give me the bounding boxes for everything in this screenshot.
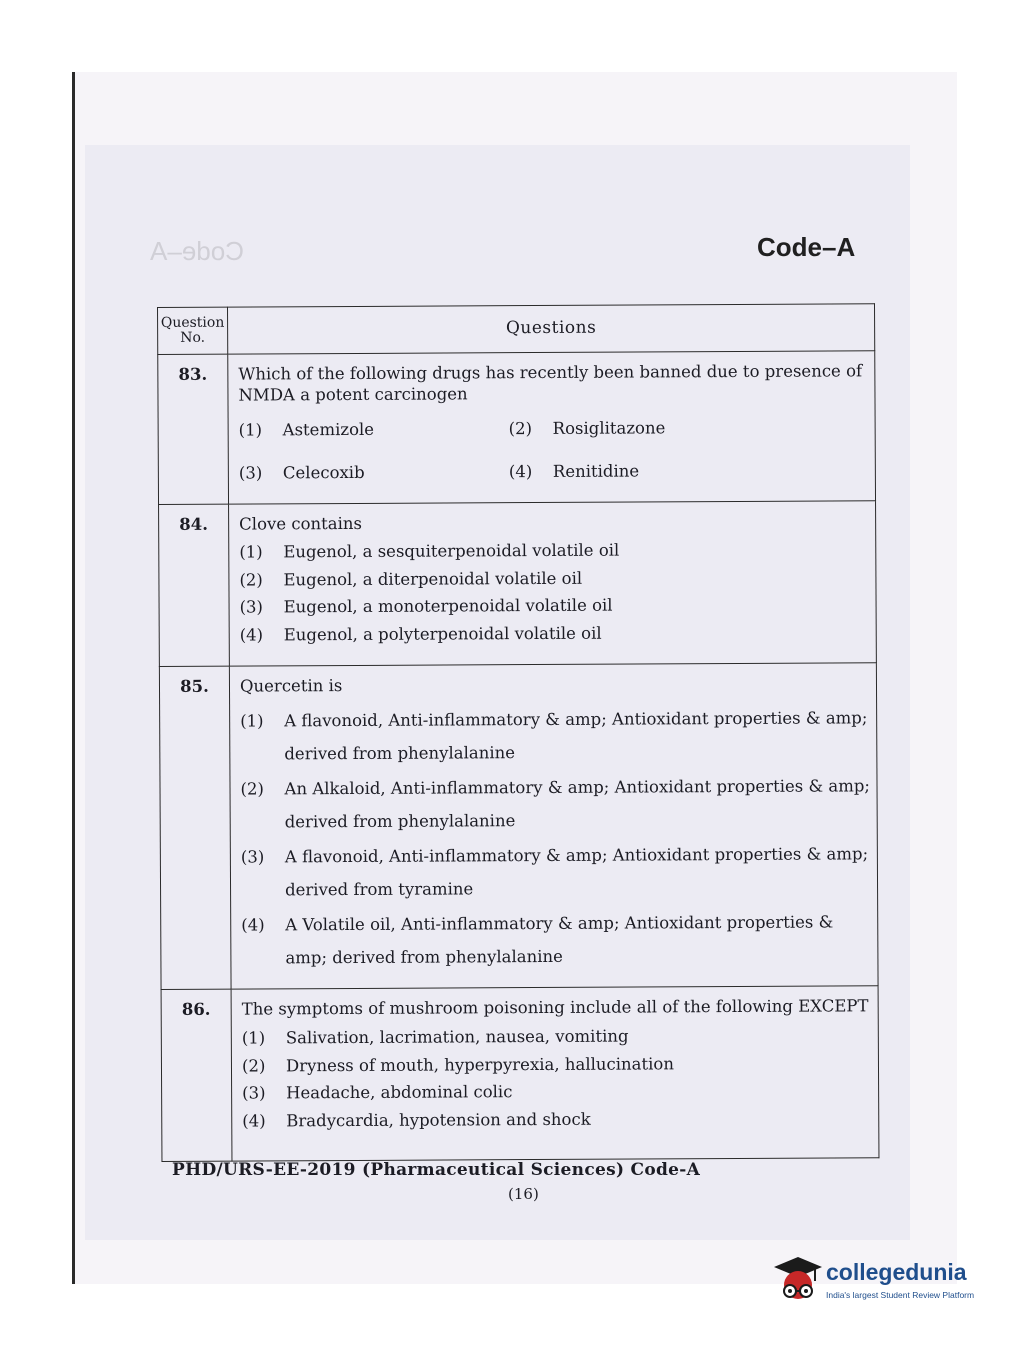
- page-number: (16): [508, 1185, 539, 1203]
- option-number: (4): [242, 1111, 266, 1131]
- option-text: Renitidine: [552, 461, 640, 481]
- question-number: 84.: [159, 504, 230, 666]
- option-number: (3): [238, 463, 263, 483]
- question-row-83: [158, 351, 876, 504]
- option-grid: [239, 411, 871, 492]
- option-text: Eugenol, a diterpenoidal volatile oil: [283, 568, 583, 590]
- show-through-code: Code–A: [150, 236, 244, 266]
- option-text: Eugenol, a sesquiterpenoidal volatile oil: [283, 540, 620, 562]
- question-no-header: Question No.: [158, 307, 228, 354]
- option-number: (3): [239, 597, 263, 617]
- question-body: [229, 500, 877, 666]
- question-text: Which of the following drugs has recently been banned due to presence of NMDA a potent carcinogen: [238, 361, 863, 405]
- option-1: [240, 702, 872, 771]
- option-4: [240, 622, 872, 646]
- option-text: A flavonoid, Anti-inflammatory & amp; Antioxidant properties & amp; derived from tyramine: [284, 844, 869, 900]
- option-number: (1): [238, 420, 263, 440]
- option-text: Salivation, lacrimation, nausea, vomiting: [285, 1026, 629, 1048]
- option-3: [239, 462, 509, 484]
- option-3: [242, 1080, 874, 1104]
- option-2: [240, 770, 872, 839]
- option-text: Dryness of mouth, hyperpyrexia, hallucination: [285, 1053, 674, 1075]
- option-text: Bradycardia, hypotension and shock: [286, 1109, 591, 1131]
- question-body: [229, 662, 878, 989]
- option-3: [241, 838, 873, 907]
- collegedunia-watermark: [768, 1253, 998, 1313]
- option-text: Celecoxib: [282, 462, 365, 483]
- question-row-84: [159, 500, 877, 666]
- option-number: (4): [241, 915, 265, 935]
- option-4: [242, 1108, 874, 1132]
- option-text: Rosiglitazone: [552, 418, 666, 439]
- option-3: [240, 595, 872, 619]
- question-row-85: [159, 662, 878, 989]
- option-number: (1): [239, 542, 263, 562]
- graduate-mascot-icon: [768, 1253, 824, 1313]
- option-4: [509, 460, 871, 483]
- question-text: The symptoms of mushroom poisoning include all of the following EXCEPT: [241, 996, 869, 1019]
- option-number: (3): [240, 847, 265, 867]
- option-2: [242, 1053, 874, 1077]
- table-header-row: [158, 304, 875, 355]
- option-1: [242, 1025, 874, 1049]
- option-2: [239, 567, 871, 591]
- option-1: [239, 419, 509, 441]
- exam-footer: PHD/URS-EE-2019 (Pharmaceutical Sciences) Code-A: [172, 1160, 701, 1180]
- question-row-86: [161, 986, 879, 1162]
- question-number: 86.: [161, 989, 232, 1161]
- option-number: (1): [241, 1028, 266, 1048]
- option-number: (2): [239, 570, 263, 590]
- questions-header: Questions: [228, 304, 875, 354]
- logo-wordmark: collegedunia: [826, 1259, 967, 1285]
- option-number: (2): [240, 779, 264, 799]
- question-body: [231, 986, 879, 1161]
- option-text: A Volatile oil, Anti-inflammatory & amp; Antioxidant properties & amp; derived from phenylalanine: [285, 912, 834, 968]
- paper-code-heading: Code–A: [757, 232, 856, 262]
- option-text: A flavonoid, Anti-inflammatory & amp; Antioxidant properties & amp; derived from phenylalanine: [284, 708, 868, 764]
- option-1: [239, 539, 871, 563]
- option-number: (2): [241, 1055, 266, 1076]
- question-table: [157, 303, 879, 1162]
- question-number: 83.: [158, 354, 229, 504]
- question-text: Quercetin is: [239, 675, 343, 696]
- option-text: Eugenol, a monoterpenoidal volatile oil: [283, 595, 613, 617]
- option-number: (2): [508, 419, 533, 439]
- option-number: (4): [508, 461, 533, 482]
- logo-tagline: India's largest Student Review Platform: [826, 1290, 975, 1300]
- option-text: Eugenol, a polyterpenoidal volatile oil: [283, 623, 602, 645]
- question-number: 85.: [159, 666, 231, 990]
- option-number: (1): [240, 711, 264, 731]
- option-text: An Alkaloid, Anti-inflammatory & amp; Antioxidant properties & amp; derived from phenylalanine: [284, 776, 871, 832]
- option-number: (4): [239, 625, 264, 645]
- question-body: [228, 351, 876, 504]
- option-text: Headache, abdominal colic: [286, 1082, 513, 1103]
- option-4: [241, 906, 873, 975]
- option-text: Astemizole: [282, 420, 375, 440]
- question-text: Clove contains: [239, 513, 362, 534]
- option-2: [509, 418, 871, 441]
- option-number: (3): [242, 1083, 266, 1103]
